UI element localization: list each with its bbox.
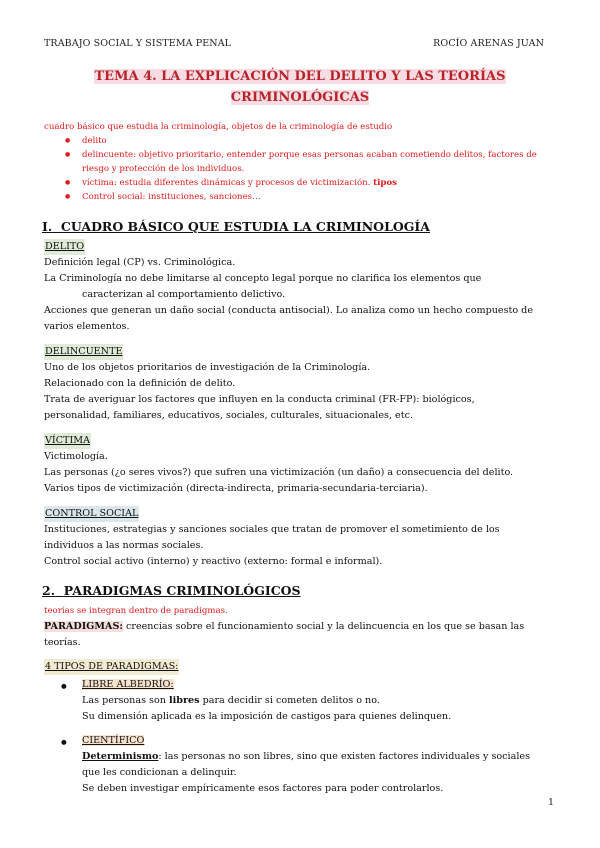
- victima-line: Las personas (¿o seres vivos?) que sufren una victimización (un daño) a consecuencia del delito.: [44, 467, 514, 478]
- delito-line: La Criminología no debe limitarse al concepto legal porque no clarifica los elementos que: [44, 273, 482, 284]
- victima-line: Victimología.: [44, 451, 108, 462]
- cientifico-label: CIENTÍFICO: [82, 735, 145, 746]
- paradigmas-label: PARADIGMAS:: [44, 621, 123, 632]
- intro-tipos: tipos: [373, 178, 397, 188]
- paradigmas-def: [44, 619, 562, 635]
- cientifico-line-2: que les condicionan a delinquir.: [82, 767, 237, 778]
- delincuente-line: personalidad, familiares, educativos, sociales, culturales, situacionales, etc.: [44, 410, 413, 421]
- section-2-number: 2.: [42, 583, 56, 598]
- section-1-title: CUADRO BÁSICO QUE ESTUDIA LA CRIMINOLOGÍA: [60, 219, 430, 234]
- intro-item-control: ● Control social: instituciones, sanciones…: [82, 190, 564, 204]
- delito-line: Definición legal (CP) vs. Criminológica.: [44, 257, 236, 268]
- cientifico-line-1: Determinismo: las personas no son libres, sino que existen factores individuales y sociales: [82, 751, 531, 762]
- delincuente-label: DELINCUENTE: [44, 344, 123, 360]
- determinismo-term: Determinismo: [82, 751, 159, 762]
- control-line: Instituciones, estrategias y sanciones sociales que tratan de promover el sometimiento de los: [44, 524, 500, 535]
- paradigmas-text-2: teorías.: [44, 637, 81, 648]
- control-line: Control social activo (interno) y reactivo (externo: formal e informal).: [44, 556, 383, 567]
- paradigm-cientifico: [44, 733, 562, 749]
- control-label: CONTROL SOCIAL: [44, 506, 139, 522]
- delincuente-line: Relacionado con la definición de delito.: [44, 378, 236, 389]
- victima-line: Varios tipos de victimización (directa-indirecta, primaria-secundaria-terciaria).: [44, 483, 428, 494]
- intro-item-delincuente: ● delincuente: objetivo prioritario, entender porque esas personas acaban cometiendo delitos, factores de riesgo y protección de los individuos.: [82, 148, 564, 176]
- section-paradigmas: [44, 603, 562, 797]
- tipos-label: 4 TIPOS DE PARADIGMAS:: [44, 659, 179, 675]
- section-delito: [44, 239, 562, 335]
- page-number: 1: [547, 797, 554, 808]
- section-control-social: [44, 506, 562, 570]
- section-1-heading: [42, 219, 430, 234]
- page-title: [60, 66, 540, 108]
- delito-line: varios elementos.: [44, 321, 130, 332]
- delito-label: DELITO: [44, 239, 85, 255]
- delito-line: caracterizan al comportamiento delictivo.: [82, 289, 286, 300]
- header-author: ROCÍO ARENAS JUAN: [433, 38, 544, 49]
- intro-notes: [44, 120, 564, 204]
- delincuente-line: Trata de averiguar los factores que influyen en la conducta criminal (FR-FP): biológicos,: [44, 394, 475, 405]
- title-line-2: CRIMINOLÓGICAS: [230, 90, 370, 105]
- delincuente-line: Uno de los objetos prioritarios de investigación de la Criminología.: [44, 362, 371, 373]
- delito-line: Acciones que generan un daño social (conducta antisocial). Lo analiza como un hecho compuesto de: [44, 305, 533, 316]
- header-course: TRABAJO SOCIAL Y SISTEMA PENAL: [44, 38, 232, 49]
- libre-line-2: Su dimensión aplicada es la imposición de castigos para quienes delinquen.: [82, 711, 452, 722]
- victima-label: VÍCTIMA: [44, 433, 91, 449]
- intro-item-victima: ● víctima: estudia diferentes dinámicas y procesos de victimización. tipos: [82, 176, 564, 190]
- section-1-number: I.: [42, 219, 53, 234]
- intro-lead: cuadro básico que estudia la criminología, objetos de la criminología de estudio: [44, 122, 393, 132]
- cientifico-line-3: Se deben investigar empíricamente esos factores para poder controlarlos.: [82, 783, 444, 794]
- control-line: individuos a las normas sociales.: [44, 540, 204, 551]
- section-victima: [44, 433, 562, 497]
- section-delincuente: [44, 344, 562, 424]
- intro-list: [44, 134, 564, 204]
- section-2-heading: [42, 583, 301, 598]
- section-2-title: PARADIGMAS CRIMINOLÓGICOS: [63, 583, 301, 598]
- title-line-1: TEMA 4. LA EXPLICACIÓN DEL DELITO Y LAS TEORÍAS: [94, 69, 506, 84]
- libre-bold: libres: [168, 695, 200, 706]
- paradigmas-note: teorías se integran dentro de paradigmas.: [44, 606, 228, 616]
- paradigm-libre-albedrio: [44, 677, 562, 693]
- paradigmas-text: creencias sobre el funcionamiento social y la delincuencia en los que se basan las: [125, 621, 525, 632]
- intro-item-delito: ● delito: [82, 134, 564, 148]
- libre-line-1: Las personas son libres para decidir si cometen delitos o no.: [82, 695, 380, 706]
- libre-label: LIBRE ALBEDRÍO:: [82, 679, 174, 690]
